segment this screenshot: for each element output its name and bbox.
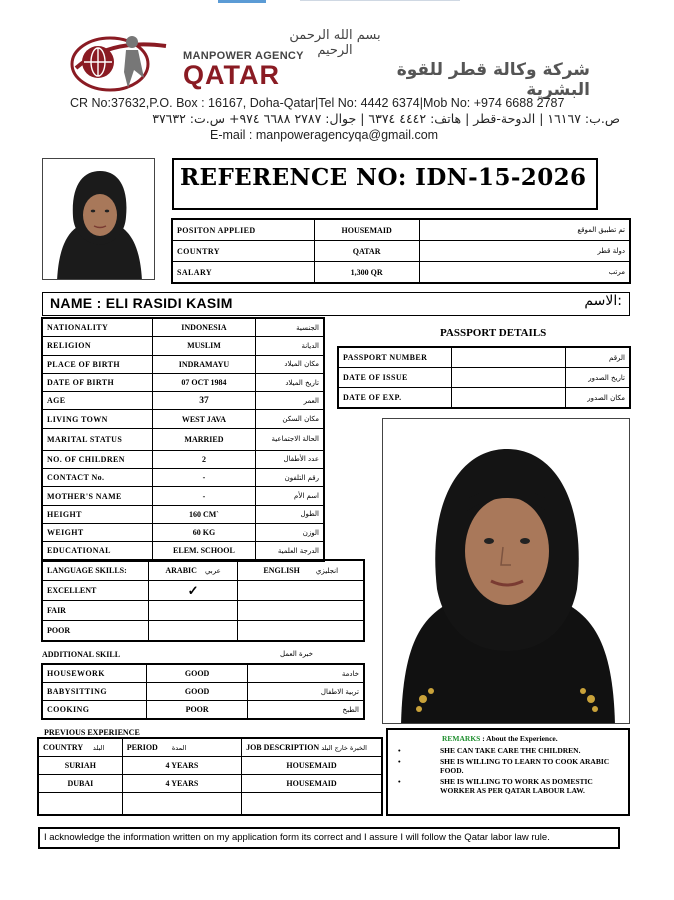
empty-cell xyxy=(122,793,241,815)
table-row xyxy=(39,793,382,815)
personal-value: 07 OCT 1984 xyxy=(152,373,256,391)
personal-value: 37 xyxy=(152,392,256,410)
table-row xyxy=(43,428,324,450)
acknowledgement-text: I acknowledge the information written on my application form its correct and I assure I will follow the Qatar labor law rule. xyxy=(44,832,550,843)
additional-skill-table xyxy=(42,664,364,719)
personal-label-arabic: رقم التلفون xyxy=(256,469,324,487)
english-label: ENGLISH xyxy=(263,566,300,575)
top-accent-bar xyxy=(218,0,266,3)
table-row xyxy=(43,450,324,468)
agency-name-english: MANPOWER AGENCY xyxy=(183,50,304,62)
personal-value: 160 CM` xyxy=(152,505,256,523)
col-job-header xyxy=(242,739,382,757)
remark-text: SHE CAN TAKE CARE THE CHILDREN. xyxy=(440,746,581,755)
exp-period: 4 YEARS xyxy=(122,757,241,775)
email-line: E-mail : manpoweragencyqa@gmail.com xyxy=(210,128,439,142)
level-label: FAIR xyxy=(43,601,149,621)
personal-details-table xyxy=(42,318,324,561)
job-table xyxy=(172,219,630,283)
personal-label: HEIGHT xyxy=(43,505,153,523)
remark-text: SHE IS WILLING TO LEARN TO COOK ARABIC FOOD. xyxy=(440,756,610,775)
table-row xyxy=(39,757,382,775)
skill-value: GOOD xyxy=(146,683,248,701)
list-item xyxy=(394,746,626,756)
table-row xyxy=(339,388,630,408)
personal-label-arabic: الحالة الاجتماعية xyxy=(256,428,324,450)
personal-label: MOTHER'S NAME xyxy=(43,487,153,505)
bismillah-calligraphy: بسم الله الرحمن الرحيم xyxy=(289,28,381,58)
language-skills-table xyxy=(42,560,364,641)
personal-label: LIVING TOWN xyxy=(43,410,153,428)
table-row xyxy=(39,775,382,793)
exp-job: HOUSEMAID xyxy=(242,775,382,793)
personal-label: CONTACT No. xyxy=(43,469,153,487)
applicant-name-arabic-label: الاسم: xyxy=(584,293,622,309)
job-label: COUNTRY xyxy=(173,241,315,262)
personal-label-arabic: الدرجة العلمية xyxy=(256,542,324,560)
personal-label-arabic: العمر xyxy=(256,392,324,410)
personal-value: INDRAMAYU xyxy=(152,355,256,373)
experience-table xyxy=(38,738,382,815)
table-row xyxy=(43,561,364,581)
empty-cell xyxy=(238,601,364,621)
personal-value: ELEM. SCHOOL xyxy=(152,542,256,560)
job-label: SALARY xyxy=(173,262,315,283)
table-row xyxy=(43,319,324,337)
empty-cell xyxy=(238,621,364,641)
previous-experience-title: PREVIOUS EXPERIENCE xyxy=(44,728,140,737)
contact-line-english: CR No:37632,P.O. Box : 16167, Doha-Qatar|Tel No: 4442 6374|Mob No: +974 6688 2787 xyxy=(70,96,565,110)
applicant-photo-full xyxy=(382,418,630,724)
exp-country: DUBAI xyxy=(39,775,123,793)
skill-label: HOUSEWORK xyxy=(43,665,147,683)
table-row xyxy=(43,621,364,641)
personal-label-arabic: الديانة xyxy=(256,337,324,355)
personal-label-arabic: عدد الأطفال xyxy=(256,450,324,468)
table-row xyxy=(173,241,630,262)
personal-label-arabic: الجنسية xyxy=(256,319,324,337)
job-label-arabic: تم تطبيق الموقع xyxy=(419,220,629,241)
table-row xyxy=(43,410,324,428)
passport-label: DATE OF EXP. xyxy=(339,388,452,408)
table-row xyxy=(43,542,324,560)
passport-label-arabic: تاريخ الصدور xyxy=(566,368,630,388)
skill-label-arabic: تربية الاطفال xyxy=(248,683,364,701)
col-country-label: COUNTRY xyxy=(43,743,83,752)
exp-job: HOUSEMAID xyxy=(242,757,382,775)
passport-table xyxy=(338,347,630,408)
table-row xyxy=(43,581,364,601)
level-label: EXCELLENT xyxy=(43,581,149,601)
remarks-list xyxy=(394,746,626,797)
remarks-title xyxy=(442,734,558,743)
exp-period: 4 YEARS xyxy=(122,775,241,793)
personal-value: MARRIED xyxy=(152,428,256,450)
col-country-header xyxy=(39,739,123,757)
skill-value: POOR xyxy=(146,701,248,719)
job-value: HOUSEMAID xyxy=(314,220,419,241)
personal-label: RELIGION xyxy=(43,337,153,355)
table-row xyxy=(43,355,324,373)
table-row xyxy=(43,683,364,701)
personal-label-arabic: مكان الميلاد xyxy=(256,355,324,373)
skill-label-arabic: الطبخ xyxy=(248,701,364,719)
contact-line-arabic: ص.ب: ١٦١٦٧ | الدوحة-قطر | هاتف: ٤٤٤٢ ٦٣٧٤ | جوال: ٢٧٨٧ ٦٦٨٨ ٩٧٤+ س.ت: ٣٧٦٣٢ xyxy=(152,111,620,126)
passport-value xyxy=(451,348,565,368)
skill-label: BABYSITTING xyxy=(43,683,147,701)
empty-cell xyxy=(148,621,238,641)
personal-label-arabic: الوزن xyxy=(256,523,324,541)
table-row xyxy=(43,337,324,355)
personal-value: - xyxy=(152,469,256,487)
passport-label: PASSPORT NUMBER xyxy=(339,348,452,368)
passport-label: DATE OF ISSUE xyxy=(339,368,452,388)
table-row xyxy=(339,348,630,368)
personal-value: - xyxy=(152,487,256,505)
table-row xyxy=(339,368,630,388)
arabic-label: ARABIC xyxy=(165,566,197,575)
bullet-icon: • xyxy=(398,746,401,755)
top-faint-bar xyxy=(300,0,460,1)
personal-label: AGE xyxy=(43,392,153,410)
table-row xyxy=(173,220,630,241)
col-period-label-ar: المدة xyxy=(171,744,187,752)
skill-value: GOOD xyxy=(146,665,248,683)
personal-value: 2 xyxy=(152,450,256,468)
table-row xyxy=(43,487,324,505)
job-value: QATAR xyxy=(314,241,419,262)
language-english-header xyxy=(238,561,364,581)
personal-label: WEIGHT xyxy=(43,523,153,541)
job-value: 1,300 QR xyxy=(314,262,419,283)
empty-cell xyxy=(238,581,364,601)
passport-title: PASSPORT DETAILS xyxy=(440,327,547,339)
passport-value xyxy=(451,368,565,388)
passport-value xyxy=(451,388,565,408)
personal-label-arabic: الطول xyxy=(256,505,324,523)
table-row xyxy=(43,601,364,621)
personal-value: 60 KG xyxy=(152,523,256,541)
personal-label-arabic: مكان السكن xyxy=(256,410,324,428)
personal-label: NO. OF CHILDREN xyxy=(43,450,153,468)
remarks-subtitle: : About the Experience. xyxy=(482,734,558,743)
table-row xyxy=(43,505,324,523)
job-label: POSITON APPLIED xyxy=(173,220,315,241)
language-arabic-header xyxy=(148,561,238,581)
remark-text: SHE IS WILLING TO WORK AS DOMESTIC WORKER AS PER QATAR LABOUR LAW. xyxy=(440,776,593,795)
table-row xyxy=(173,262,630,283)
table-row xyxy=(43,392,324,410)
personal-label-arabic: اسم الأم xyxy=(256,487,324,505)
language-header: LANGUAGE SKILLS: xyxy=(43,561,149,581)
table-row xyxy=(43,469,324,487)
table-row xyxy=(39,739,382,757)
applicant-name: NAME : ELI RASIDI KASIM xyxy=(50,295,233,311)
additional-skill-title: ADDITIONAL SKILL xyxy=(42,650,121,659)
table-row xyxy=(43,665,364,683)
checkmark-icon: ✓ xyxy=(148,581,238,601)
col-period-label: PERIOD xyxy=(126,743,158,752)
skill-label-arabic: خادمة xyxy=(248,665,364,683)
level-label: POOR xyxy=(43,621,149,641)
personal-label: EDUCATIONAL xyxy=(43,542,153,560)
passport-label-arabic: مكان الصدور xyxy=(566,388,630,408)
agency-name-arabic: شركة وكالة قطر للقوة البشرية xyxy=(396,60,590,100)
reference-number: REFERENCE NO: IDN-15-2026 xyxy=(180,164,587,191)
personal-value: WEST JAVA xyxy=(152,410,256,428)
list-item xyxy=(394,777,626,796)
job-label-arabic: مرتب xyxy=(419,262,629,283)
personal-label: DATE OF BIRTH xyxy=(43,373,153,391)
personal-label-arabic: تاريخ الميلاد xyxy=(256,373,324,391)
col-job-label: JOB DESCRIPTION xyxy=(246,743,320,752)
passport-label-arabic: الرقم xyxy=(566,348,630,368)
additional-skill-title-arabic: خبرة العمل xyxy=(280,650,313,658)
table-row xyxy=(43,701,364,719)
arabic-label-ar: عربي xyxy=(204,567,221,575)
job-label-arabic: دولة قطر xyxy=(419,241,629,262)
agency-name-qatar: QATAR xyxy=(183,60,280,90)
col-job-label-ar: الخبرة خارج البلد xyxy=(321,744,367,752)
table-row xyxy=(43,373,324,391)
remarks-box xyxy=(386,728,630,816)
personal-label: PLACE OF BIRTH xyxy=(43,355,153,373)
col-period-header xyxy=(122,739,241,757)
bullet-icon: • xyxy=(398,756,401,766)
exp-country: SURIAH xyxy=(39,757,123,775)
bullet-icon: • xyxy=(398,776,401,786)
skill-label: COOKING xyxy=(43,701,147,719)
col-country-label-ar: البلد xyxy=(92,744,105,752)
personal-label: MARITAL STATUS xyxy=(43,428,153,450)
empty-cell xyxy=(242,793,382,815)
applicant-photo-small xyxy=(42,158,155,280)
list-item xyxy=(394,757,626,776)
personal-value: INDONESIA xyxy=(152,319,256,337)
personal-label: NATIONALITY xyxy=(43,319,153,337)
personal-value: MUSLIM xyxy=(152,337,256,355)
remarks-label: REMARKS xyxy=(442,734,481,743)
empty-cell xyxy=(148,601,238,621)
empty-cell xyxy=(39,793,123,815)
table-row xyxy=(43,523,324,541)
agency-logo xyxy=(70,28,170,92)
english-label-ar: انجليزي xyxy=(315,567,339,575)
